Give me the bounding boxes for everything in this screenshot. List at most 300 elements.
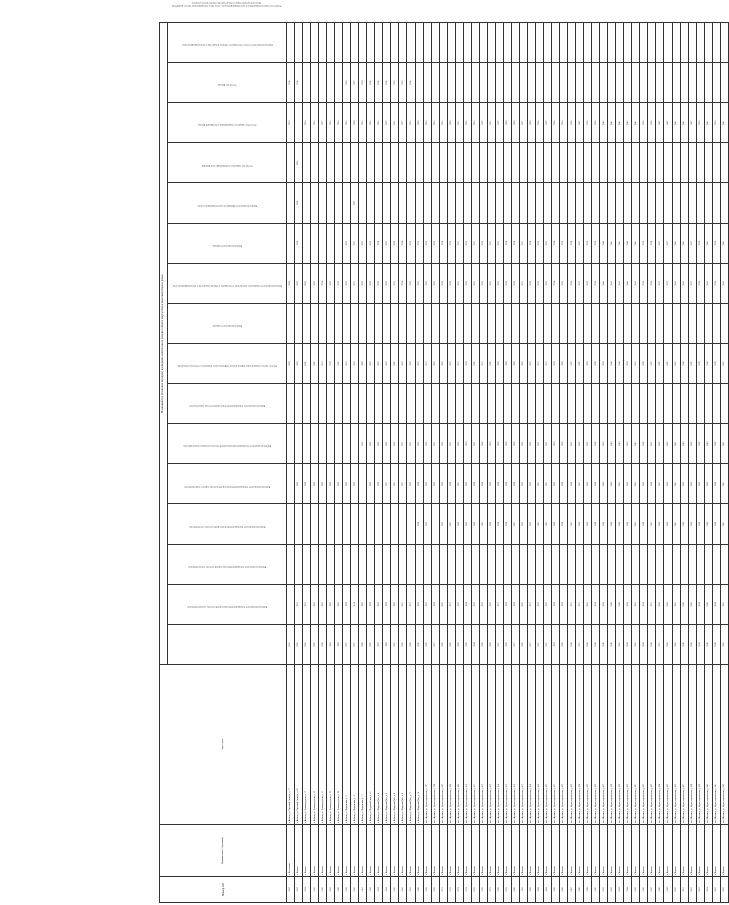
year-cell: 2028: [511, 424, 519, 464]
year-cell: [696, 63, 704, 103]
year-cell: 2023: [343, 464, 351, 504]
year-cell: [503, 384, 511, 424]
municipality-cell: г. Вязьма: [535, 825, 543, 877]
year-cell: 2038: [696, 584, 704, 624]
year-cell: 2019: [343, 344, 351, 384]
num-header: Номер п/п: [160, 877, 287, 903]
year-cell: [544, 384, 552, 424]
year-cell: [680, 384, 688, 424]
year-cell: [383, 384, 391, 424]
year-cell: 2027: [319, 103, 327, 143]
year-cell: 2026: [303, 103, 311, 143]
address-cell: пгт. Шумячи, ул. Красноармейская, д. 425: [584, 665, 592, 825]
year-cell: [447, 303, 455, 343]
municipality-cell: г. Вязьма: [327, 825, 335, 877]
year-cell: 2026: [519, 344, 527, 384]
year-cell: 2027: [511, 624, 519, 664]
year-cell: [343, 22, 351, 62]
year-cell: 2030: [375, 424, 383, 464]
municipality-cell: г. Вязьма: [696, 825, 704, 877]
year-cell: 2036: [664, 624, 672, 664]
year-cell: [431, 504, 439, 544]
year-cell: 2026: [415, 263, 423, 303]
year-cell: [632, 143, 640, 183]
year-cell: 2039: [624, 584, 632, 624]
year-cell: 2029: [327, 624, 335, 664]
row-number: 1959: [343, 877, 351, 903]
address-cell: пгт. Шумячи, ул. Красноармейская, д. 412: [479, 665, 487, 825]
work-type-label: Капитальный ремонт подвальных помещений, относящихся к общему имуществу в многоквартирном доме: [172, 284, 282, 288]
year-cell: [656, 183, 664, 223]
year-cell: [696, 22, 704, 62]
year-cell: [423, 22, 431, 62]
year-cell: [375, 143, 383, 183]
year-cell: 2030: [303, 263, 311, 303]
year-cell: [439, 63, 447, 103]
year-cell: [568, 143, 576, 183]
year-cell: [455, 183, 463, 223]
year-cell: [511, 63, 519, 103]
year-cell: 2041: [720, 464, 728, 504]
year-cell: 2027: [351, 183, 359, 223]
row-number: 1988: [576, 877, 584, 903]
year-cell: [527, 63, 535, 103]
year-cell: 2041: [632, 103, 640, 143]
year-cell: [632, 183, 640, 223]
year-cell: 2035: [463, 263, 471, 303]
year-cell: [608, 384, 616, 424]
table-row: [519, 22, 527, 902]
address-header: Адрес дома: [160, 665, 287, 825]
year-cell: [407, 384, 415, 424]
year-cell: [455, 22, 463, 62]
year-cell: [303, 424, 311, 464]
year-cell: 2027: [519, 103, 527, 143]
table-row: [688, 22, 696, 902]
year-cell: 2039: [712, 263, 720, 303]
year-cell: 2028: [375, 223, 383, 263]
row-number: 1955: [311, 877, 319, 903]
year-cell: 2033: [463, 344, 471, 384]
year-cell: [712, 303, 720, 343]
municipality-cell: г. Вязьма: [568, 825, 576, 877]
year-cell: [487, 143, 495, 183]
year-cell: 2020: [359, 103, 367, 143]
year-cell: [656, 143, 664, 183]
address-cell: пгт. Шумячи, ул. Красноармейская, д. 438: [688, 665, 696, 825]
year-cell: [640, 183, 648, 223]
year-cell: [576, 183, 584, 223]
work-type-label: Капитальный ремонт внутридомовой инженерной системы газоснабжения: [188, 525, 266, 529]
year-cell: [343, 143, 351, 183]
address-cell: пгт. Шумячи, ул. Красноармейская, д. 410: [463, 665, 471, 825]
municipality-cell: г. Вязьма: [576, 825, 584, 877]
year-cell: [423, 143, 431, 183]
year-cell: [576, 22, 584, 62]
year-cell: 2030: [327, 584, 335, 624]
municipality-cell: г. Вязьма: [367, 825, 375, 877]
year-cell: [463, 63, 471, 103]
work-type-label: Капитальный ремонт внутридомовой инженерной системы водоотведения: [189, 404, 265, 408]
year-cell: 2037: [656, 263, 664, 303]
year-cell: [407, 183, 415, 223]
year-cell: [576, 303, 584, 343]
year-cell: 2036: [688, 464, 696, 504]
year-cell: 2026: [311, 464, 319, 504]
year-cell: 2023: [359, 63, 367, 103]
municipality-cell: г. Вязьма: [351, 825, 359, 877]
year-cell: 2028: [495, 344, 503, 384]
address-cell: г. Вязьма, ул. Первомайская, д. 10: [367, 665, 375, 825]
year-cell: 2031: [479, 344, 487, 384]
year-cell: [335, 504, 343, 544]
year-cell: 2026: [367, 464, 375, 504]
row-number: 1993: [616, 877, 624, 903]
address-cell: пгт. Шумячи, ул. Красноармейская, д. 427: [600, 665, 608, 825]
municipality-cell: г. Вязьма: [335, 825, 343, 877]
year-cell: 2037: [656, 624, 664, 664]
address-cell: г. Вязьма, ул. Ленинградская, д. 13: [303, 665, 311, 825]
year-cell: 2028: [511, 223, 519, 263]
row-number: 1999: [664, 877, 672, 903]
table-row: [471, 22, 479, 902]
year-cell: [688, 544, 696, 584]
year-cell: 2036: [688, 344, 696, 384]
year-cell: 2031: [479, 504, 487, 544]
address-cell: пгт. Шумячи, ул. Красноармейская, д. 409: [455, 665, 463, 825]
year-cell: 2041: [632, 584, 640, 624]
year-cell: [431, 22, 439, 62]
row-number: 1973: [455, 877, 463, 903]
year-cell: [351, 384, 359, 424]
year-cell: 2038: [712, 464, 720, 504]
table-row: [407, 22, 415, 902]
year-cell: 2018: [351, 584, 359, 624]
year-cell: [335, 544, 343, 584]
address-cell: пгт. Шумячи, ул. Красноармейская, д. 430: [624, 665, 632, 825]
year-cell: 2032: [335, 624, 343, 664]
year-cell: 2036: [688, 624, 696, 664]
year-cell: 2028: [375, 464, 383, 504]
year-cell: [287, 384, 295, 424]
year-cell: 2030: [319, 624, 327, 664]
work-type-label: Капитальный ремонт печей, относящихся к общему имуществу в многоквартирном доме: [181, 43, 273, 47]
year-cell: 2041: [680, 103, 688, 143]
year-cell: 2040: [680, 624, 688, 664]
year-cell: 2032: [327, 344, 335, 384]
year-cell: 2039: [624, 464, 632, 504]
year-cell: 2030: [383, 424, 391, 464]
year-cell: 2032: [495, 103, 503, 143]
year-cell: [608, 143, 616, 183]
year-cell: [680, 63, 688, 103]
year-cell: 2020: [423, 504, 431, 544]
row-number: 1966: [399, 877, 407, 903]
year-cell: 2032: [479, 584, 487, 624]
year-cell: [367, 22, 375, 62]
year-cell: [391, 183, 399, 223]
year-cell: [552, 384, 560, 424]
year-cell: 2039: [640, 103, 648, 143]
year-cell: 2036: [664, 424, 672, 464]
year-cell: [640, 544, 648, 584]
year-cell: [391, 544, 399, 584]
year-cell: 2037: [648, 424, 656, 464]
address-cell: г. Вязьма, ул. Широкий Вал, д. 6: [383, 665, 391, 825]
work-type-label: Ремонт, замена, модернизация лифтов, ремонт лифтовых шахт, машинных и блочных помещений: [177, 364, 277, 368]
year-cell: 2027: [447, 584, 455, 624]
year-cell: [383, 303, 391, 343]
year-cell: [447, 384, 455, 424]
year-cell: 2036: [407, 63, 415, 103]
year-cell: [519, 303, 527, 343]
year-cell: 2028: [407, 624, 415, 664]
year-cell: [399, 183, 407, 223]
year-cell: 2034: [552, 263, 560, 303]
year-cell: 2041: [704, 223, 712, 263]
year-cell: 2028: [503, 584, 511, 624]
year-cell: 2027: [375, 344, 383, 384]
year-cell: 2038: [712, 584, 720, 624]
year-cell: [335, 143, 343, 183]
row-number: 1953: [295, 877, 303, 903]
year-cell: [544, 544, 552, 584]
year-cell: 2041: [720, 344, 728, 384]
address-cell: пгт. Шумячи, ул. Красноармейская, д. 423: [568, 665, 576, 825]
year-cell: [672, 63, 680, 103]
year-cell: [527, 22, 535, 62]
year-cell: [319, 22, 327, 62]
year-cell: 2031: [535, 624, 543, 664]
year-cell: [720, 63, 728, 103]
row-number: 1987: [568, 877, 576, 903]
year-cell: 2037: [688, 263, 696, 303]
table-row: [640, 22, 648, 902]
year-cell: [568, 183, 576, 223]
year-cell: [471, 22, 479, 62]
year-cell: [608, 544, 616, 584]
year-cell: 2030: [391, 344, 399, 384]
year-cell: [632, 544, 640, 584]
year-cell: 2028: [503, 464, 511, 504]
year-cell: 2031: [487, 223, 495, 263]
row-number: 1995: [632, 877, 640, 903]
work-type-label: Ремонт или замена оборудования в многоквартирном доме, в том числе внутридомовых систем, разработка проектной документации и осуществление строительного контроля: [172, 2, 282, 8]
year-cell: 2028: [560, 464, 568, 504]
year-cell: [359, 303, 367, 343]
year-cell: [303, 303, 311, 343]
year-cell: [319, 223, 327, 263]
year-cell: 2032: [311, 263, 319, 303]
year-cell: [664, 384, 672, 424]
address-cell: пгт. Шумячи, ул. Красноармейская, д. 307: [423, 665, 431, 825]
table-row: [359, 22, 367, 902]
year-cell: [664, 22, 672, 62]
year-cell: 2037: [648, 584, 656, 624]
year-cell: [399, 303, 407, 343]
table-row: [487, 22, 495, 902]
table-row: [576, 22, 584, 902]
year-cell: 2036: [584, 223, 592, 263]
address-cell: пгт. Шумячи, ул. Красноармейская, д. 308: [431, 665, 439, 825]
year-cell: 2041: [720, 223, 728, 263]
year-cell: 2026: [399, 344, 407, 384]
year-cell: 2026: [455, 584, 463, 624]
year-cell: [327, 223, 335, 263]
year-cell: 2031: [535, 344, 543, 384]
row-number: 2001: [680, 877, 688, 903]
year-cell: [648, 63, 656, 103]
work-type-label: Капитальный ремонт внутридомовой инженерной системы горячего водоснабжения: [184, 484, 270, 488]
year-cell: 2031: [471, 424, 479, 464]
year-cell: 2036: [584, 103, 592, 143]
year-cell: [560, 544, 568, 584]
year-cell: [672, 303, 680, 343]
year-cell: [455, 143, 463, 183]
year-cell: [319, 544, 327, 584]
year-cell: 2028: [359, 624, 367, 664]
year-cell: [287, 22, 295, 62]
year-cell: [720, 143, 728, 183]
table-row: [552, 22, 560, 902]
year-cell: [399, 22, 407, 62]
capital-repair-table: [159, 2, 729, 903]
year-cell: [367, 303, 375, 343]
year-cell: 2027: [447, 424, 455, 464]
year-cell: 2026: [407, 464, 415, 504]
year-cell: [616, 384, 624, 424]
year-cell: 2027: [527, 584, 535, 624]
year-cell: 2040: [680, 424, 688, 464]
year-cell: [431, 183, 439, 223]
year-cell: [527, 384, 535, 424]
year-cell: [295, 22, 303, 62]
year-cell: 2025: [311, 624, 319, 664]
year-cell: [527, 183, 535, 223]
year-cell: 2033: [535, 223, 543, 263]
year-cell: 2030: [407, 263, 415, 303]
year-cell: 2036: [576, 344, 584, 384]
year-cell: 2038: [696, 504, 704, 544]
year-cell: [447, 544, 455, 584]
year-cell: [375, 183, 383, 223]
year-cell: [311, 504, 319, 544]
year-cell: 2038: [592, 584, 600, 624]
year-cell: [600, 63, 608, 103]
table-row: [399, 22, 407, 902]
year-cell: 2039: [600, 424, 608, 464]
year-cell: 2032: [544, 223, 552, 263]
address-cell: пгт. Шумячи, ул. Красноармейская, д. 440: [704, 665, 712, 825]
year-cell: 2027: [351, 63, 359, 103]
year-cell: [680, 22, 688, 62]
address-cell: пгт. Шумячи, ул. Красноармейская, д. 418: [527, 665, 535, 825]
year-cell: 2036: [303, 344, 311, 384]
year-cell: [535, 384, 543, 424]
year-cell: 2025: [311, 103, 319, 143]
year-cell: 2041: [720, 584, 728, 624]
year-cell: [287, 303, 295, 343]
municipality-cell: г. Вязьма: [688, 825, 696, 877]
year-cell: 2036: [335, 344, 343, 384]
table-row: [527, 22, 535, 902]
year-cell: [624, 384, 632, 424]
year-cell: 2028: [503, 424, 511, 464]
year-cell: 2032: [479, 103, 487, 143]
year-cell: [391, 22, 399, 62]
year-cell: [712, 384, 720, 424]
table-row: [656, 22, 664, 902]
year-cell: [335, 22, 343, 62]
year-cell: [495, 544, 503, 584]
address-cell: пгт. Шумячи, ул. Красноармейская, д. 433: [648, 665, 656, 825]
year-cell: 2032: [544, 103, 552, 143]
year-cell: 2039: [624, 624, 632, 664]
year-cell: 2041: [616, 624, 624, 664]
row-number: 2005: [712, 877, 720, 903]
year-cell: [624, 303, 632, 343]
year-cell: 2028: [511, 464, 519, 504]
year-cell: [439, 384, 447, 424]
year-cell: [287, 584, 295, 624]
year-cell: 2025: [431, 263, 439, 303]
row-number: 1967: [407, 877, 415, 903]
year-cell: 2031: [391, 103, 399, 143]
table-row: [311, 22, 319, 902]
year-cell: 2041: [672, 464, 680, 504]
municipality-cell: г. Вязьма: [632, 825, 640, 877]
year-cell: 2027: [399, 103, 407, 143]
year-cell: 2030: [375, 63, 383, 103]
municipality-cell: г. Вязьма: [487, 825, 495, 877]
year-cell: 2036: [576, 504, 584, 544]
year-cell: 2028: [495, 464, 503, 504]
year-cell: 2028: [503, 504, 511, 544]
year-cell: 2031: [391, 263, 399, 303]
year-cell: 2041: [704, 103, 712, 143]
year-cell: 2026: [519, 504, 527, 544]
row-number: 2006: [720, 877, 728, 903]
year-cell: [568, 384, 576, 424]
year-cell: [592, 63, 600, 103]
year-cell: 2020: [295, 143, 303, 183]
table-row: [712, 22, 720, 902]
year-cell: [287, 223, 295, 263]
table-row: [600, 22, 608, 902]
year-cell: 2032: [495, 223, 503, 263]
year-cell: [455, 384, 463, 424]
year-cell: [327, 183, 335, 223]
year-cell: [584, 63, 592, 103]
year-cell: [287, 504, 295, 544]
row-number: 1990: [592, 877, 600, 903]
year-cell: 2031: [399, 584, 407, 624]
year-cell: [608, 63, 616, 103]
year-cell: [383, 544, 391, 584]
municipality-cell: г. Вязьма: [656, 825, 664, 877]
year-cell: [696, 143, 704, 183]
year-cell: [303, 223, 311, 263]
year-cell: 2041: [632, 424, 640, 464]
year-cell: 2041: [632, 464, 640, 504]
year-cell: 2032: [391, 63, 399, 103]
year-cell: 2038: [648, 103, 656, 143]
year-cell: [600, 22, 608, 62]
year-cell: [359, 143, 367, 183]
row-number: 1998: [656, 877, 664, 903]
year-cell: [680, 183, 688, 223]
table-row: [503, 22, 511, 902]
